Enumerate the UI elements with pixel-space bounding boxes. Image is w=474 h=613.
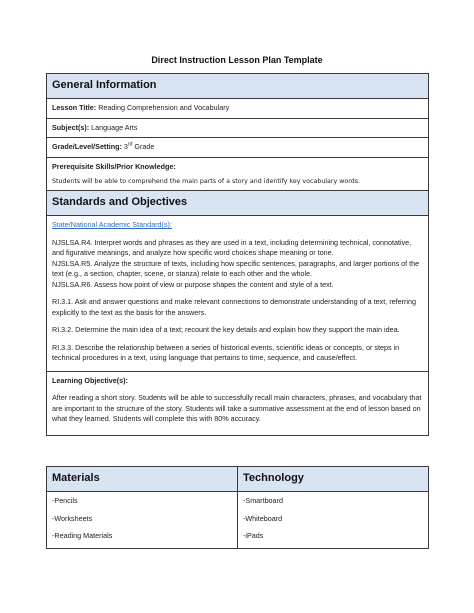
standards-objectives-heading: Standards and Objectives: [47, 191, 429, 216]
ri-3-3: RI.3.3. Describe the relationship between a series of historical events, scientific ideas or concepts, or steps in technical procedures in a text, using language that pertains to time, sequence, and cause/effect.: [52, 342, 400, 362]
njslsa-block: [52, 238, 423, 291]
materials-list: [47, 492, 238, 549]
learning-objectives-text: After reading a short story. Students will be able to successfully recall main characters, phrases, and vocabulary that are important to the structure of the story. Students will take a summative assessment at the end of lesson based on what they learned. Students will complete this with 80% accuracy.: [52, 393, 422, 423]
njslsa-r4: NJSLSA.R4. Interpret words and phrases as they are used in a text, including determining technical, connotative, and figurative meanings, and analyze how specific word choices shape meaning or tone.: [52, 237, 412, 257]
materials-heading: Materials: [47, 467, 238, 492]
ri-3-1: RI.3.1. Ask and answer questions and make relevant connections to demonstrate understanding of a text, referring explicitly to the text as the basis for the answers.: [52, 297, 416, 317]
lesson-title-value: Reading Comprehension and Vocabulary: [96, 103, 230, 112]
njslsa-r5: NJSLSA.R5. Analyze the structure of texts, including how specific sentences, paragraphs, and larger portions of the text (e.g., a section, chapter, scene, or stanza) relate to each other and the whole.: [52, 258, 420, 278]
materials-item: -Reading Materials: [52, 531, 113, 540]
technology-list: [238, 492, 429, 549]
materials-technology-table: [46, 466, 429, 549]
lesson-title-label: Lesson Title:: [52, 103, 97, 112]
general-information-table: [46, 73, 429, 198]
grade-superscript: rd: [127, 141, 133, 148]
grade-number: 3: [121, 142, 128, 151]
prerequisite-label: Prerequisite Skills/Prior Knowledge:: [52, 161, 176, 171]
learning-objectives-label: Learning Objective(s):: [52, 375, 128, 385]
prerequisite-value: Students will be able to comprehend the main parts of a story and identify key vocabulary words.: [52, 178, 360, 185]
ri-3-2: RI.3.2. Determine the main idea of a text; recount the key details and explain how they support the main idea.: [52, 325, 400, 334]
learning-objectives-cell: [47, 371, 429, 435]
technology-item: -Smartboard: [243, 496, 283, 505]
materials-item: -Pencils: [52, 496, 78, 505]
grade-row: [47, 138, 429, 158]
subjects-label: Subject(s):: [52, 122, 90, 132]
standards-objectives-table: [46, 190, 429, 436]
general-information-heading: General Information: [47, 74, 429, 99]
page-title: Direct Instruction Lesson Plan Template: [151, 55, 323, 65]
grade-rest: Grade: [132, 142, 155, 151]
subjects-row: [47, 118, 429, 138]
njslsa-r6: NJSLSA.R6. Assess how point of view or purpose shapes the content and style of a text.: [52, 279, 334, 289]
materials-item: -Worksheets: [52, 513, 93, 523]
technology-heading: Technology: [238, 467, 429, 492]
subjects-value: Language Arts: [89, 122, 138, 132]
technology-item: -iPads: [243, 531, 264, 540]
technology-item: -Whiteboard: [243, 513, 283, 523]
standards-cell: [47, 216, 429, 372]
lesson-title-row: [47, 99, 429, 119]
grade-label: Grade/Level/Setting:: [52, 142, 122, 151]
standards-link[interactable]: State/National Academic Standard(s):: [52, 220, 172, 229]
